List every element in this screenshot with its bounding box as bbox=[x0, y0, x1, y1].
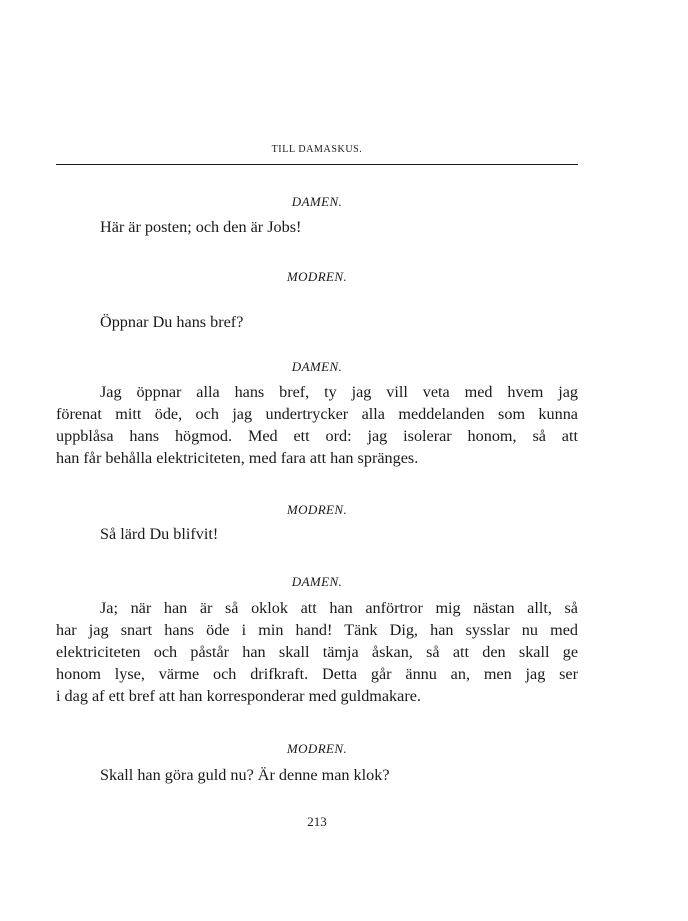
speech-paragraph bbox=[56, 381, 578, 469]
speech-line: honom lyse, värme och drifkraft. Detta går ännu an, men jag ser bbox=[56, 665, 578, 683]
speech-line: Skall han göra guld nu? Är denne man klok? bbox=[100, 766, 390, 784]
speaker-name: MODREN. bbox=[286, 741, 348, 756]
page-number: 213 bbox=[307, 814, 327, 829]
speaker-name: MODREN. bbox=[286, 269, 348, 284]
speaker-name: DAMEN. bbox=[291, 574, 343, 589]
speech-line: uppblåsa hans högmod. Med ett ord: jag isolerar honom, så att bbox=[56, 427, 578, 445]
speech-line: Här är posten; och den är Jobs! bbox=[100, 218, 302, 236]
speaker-name: DAMEN. bbox=[291, 359, 343, 374]
speech-line: förenat mitt öde, och jag undertrycker alla meddelanden som kunna bbox=[56, 405, 578, 423]
header-rule bbox=[56, 164, 578, 165]
speaker-name: DAMEN. bbox=[291, 194, 343, 209]
speech-line: i dag af ett bref att han korresponderar med guldmakare. bbox=[56, 687, 421, 705]
speech-line: Så lärd Du blifvit! bbox=[100, 525, 219, 543]
speaker-name: MODREN. bbox=[286, 502, 348, 517]
speech-line: Öppnar Du hans bref? bbox=[100, 313, 244, 331]
speech-line: har jag snart hans öde i min hand! Tänk Dig, han sysslar nu med bbox=[56, 621, 578, 639]
running-head: TILL DAMASKUS. bbox=[271, 144, 363, 155]
speech-line: elektriciteten och påstår han skall tämja åskan, så att den skall ge bbox=[56, 643, 578, 661]
speech-paragraph bbox=[56, 597, 578, 707]
speech-line: Ja; när han är så oklok att han anförtror mig nästan allt, så bbox=[100, 599, 578, 617]
speech-line: Jag öppnar alla hans bref, ty jag vill veta med hvem jag bbox=[100, 383, 578, 401]
speech-line: han får behålla elektriciteten, med fara att han spränges. bbox=[56, 449, 419, 467]
